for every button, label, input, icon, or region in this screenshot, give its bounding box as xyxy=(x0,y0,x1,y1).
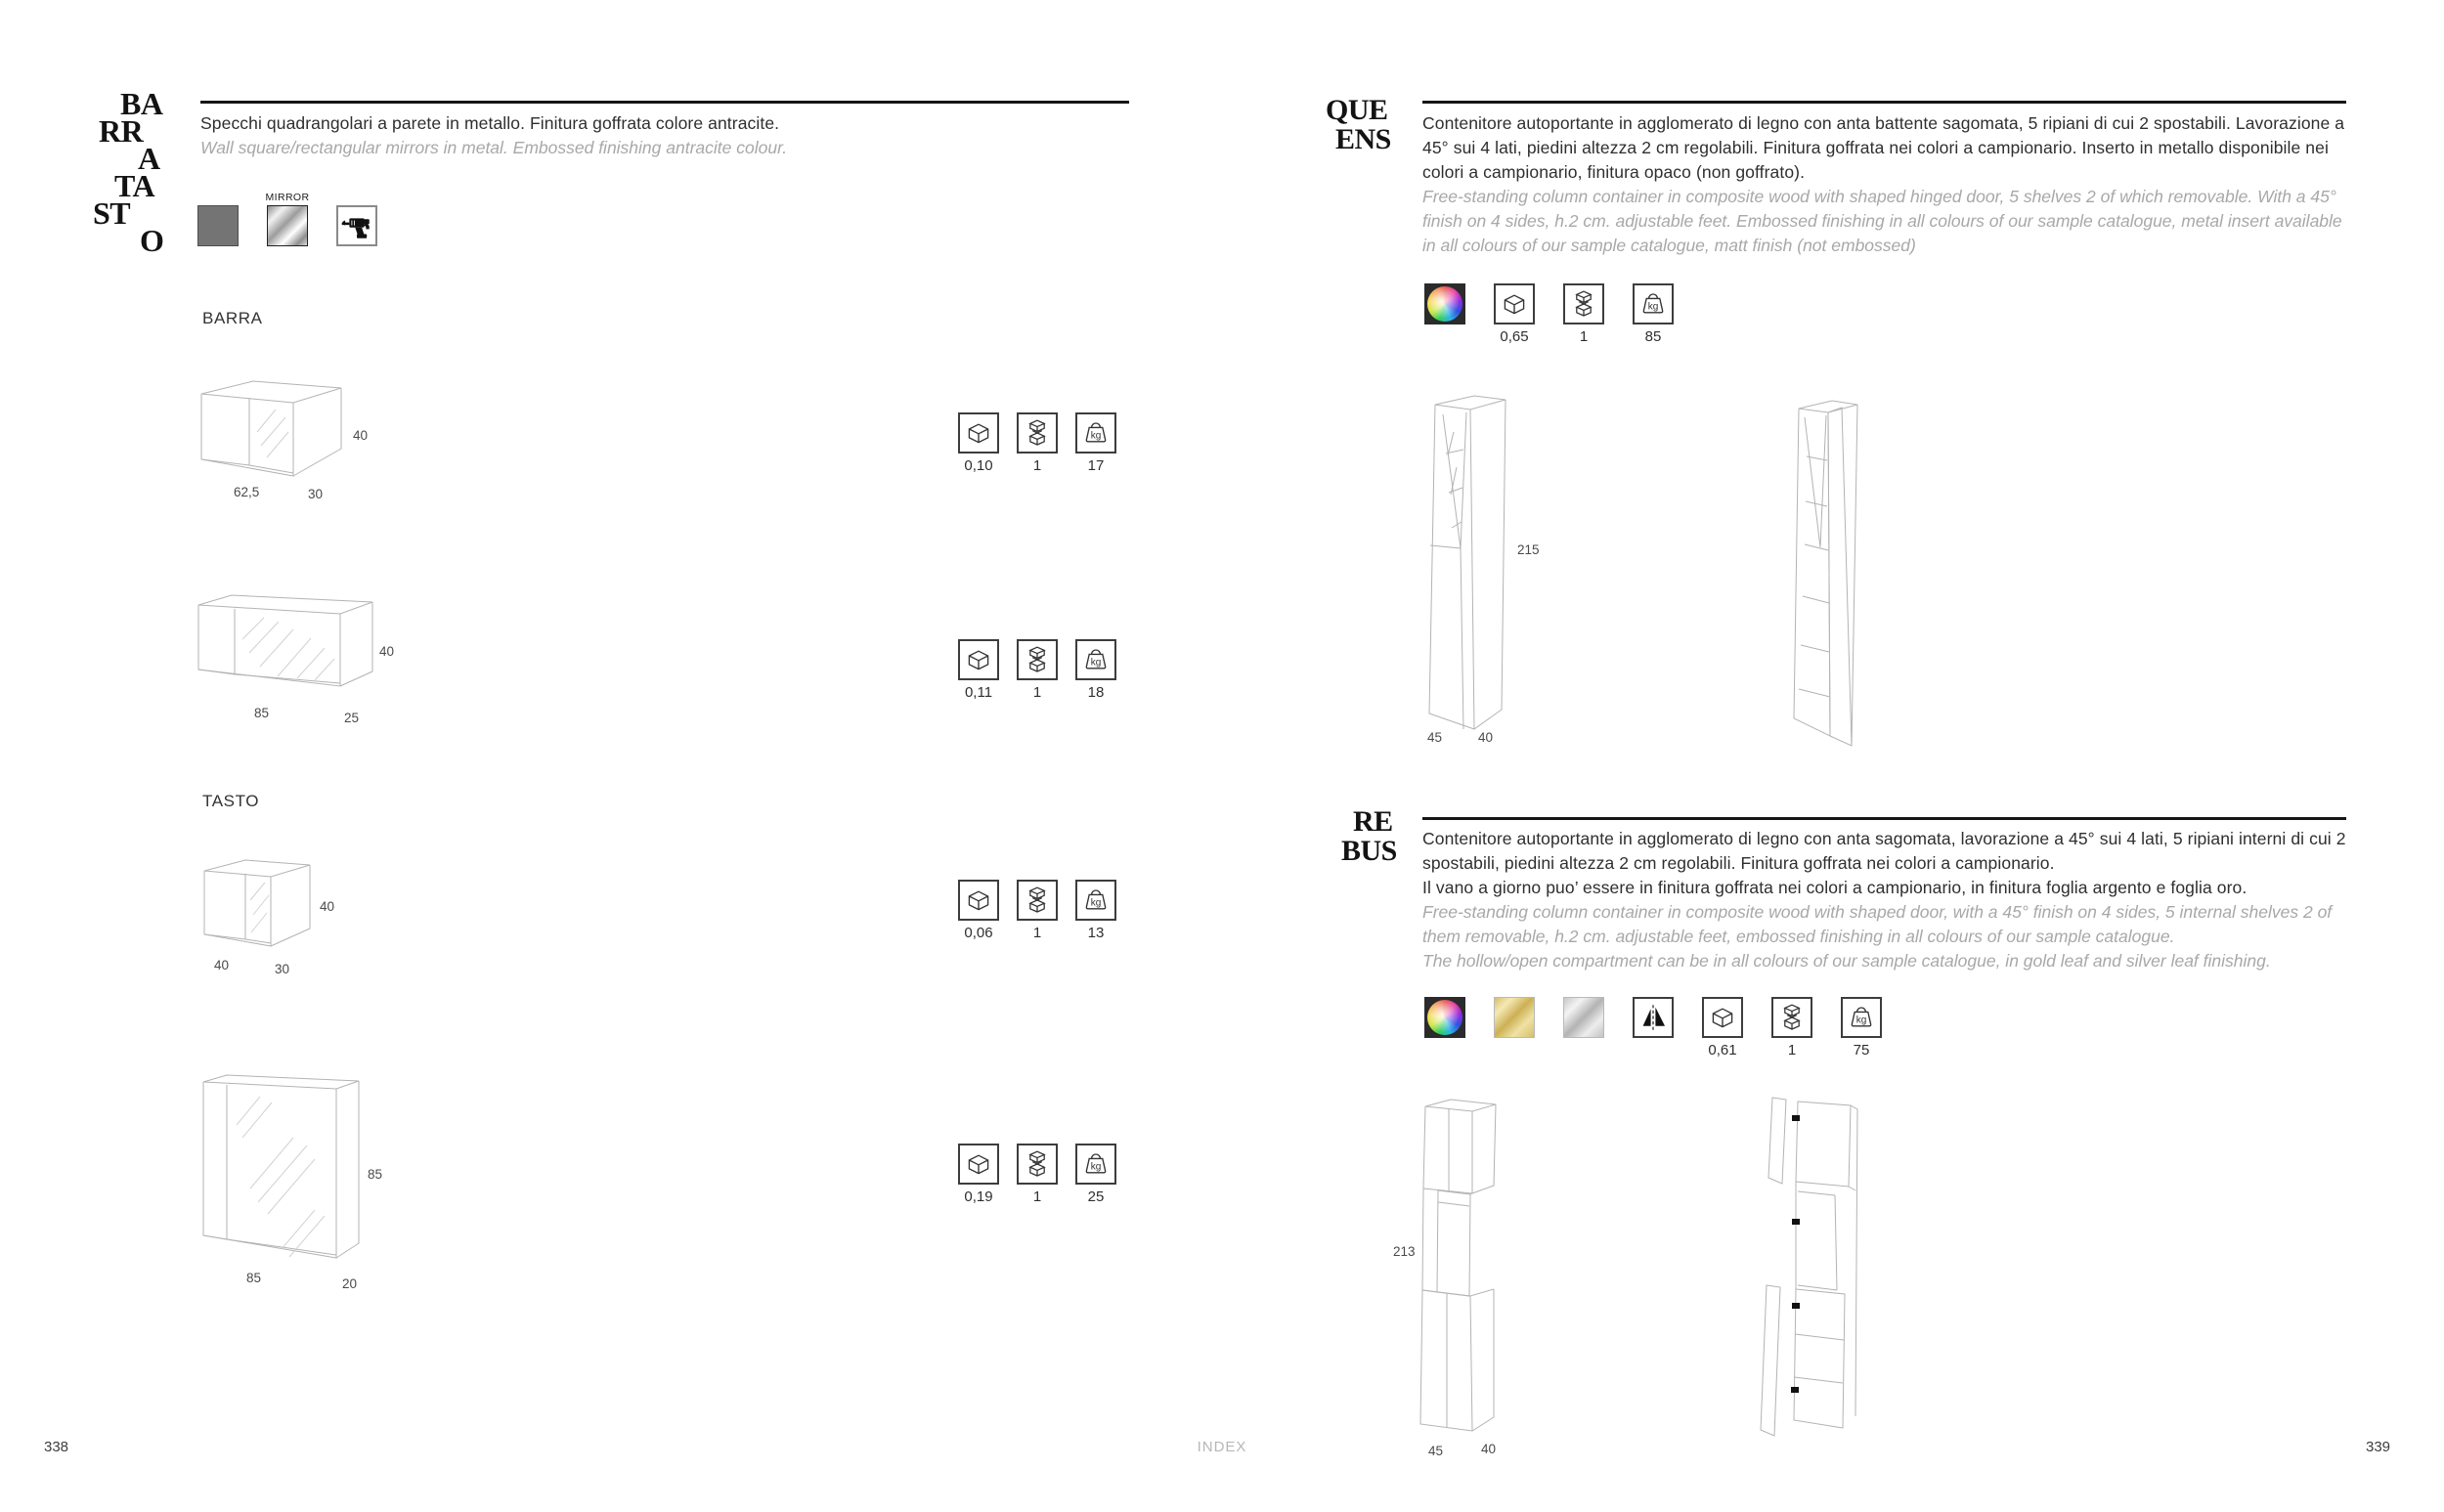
packages-icon xyxy=(1017,412,1058,454)
specs-rebus xyxy=(1424,997,1882,1058)
volume-icon xyxy=(958,880,999,921)
dim-width: 45 xyxy=(1428,1444,1444,1458)
queens-open-drawing xyxy=(1787,396,1877,757)
description-italian: Contenitore autoportante in agglomerato di legno con anta battente sagomata, 5 ripiani di cui 2 spostabili. Lavorazione a 45° sui 4 lati, piedini altezza 2 cm regolabili. Finitura goffrata nei colori a campionario. Inserto in metallo disponibile nei colori a campionario, finitura opaco (non goffrato). xyxy=(1422,113,2345,182)
specs-queens xyxy=(1424,283,1674,345)
drill-icon xyxy=(336,205,377,246)
mirror-swatch xyxy=(265,192,310,246)
kg-label: kg xyxy=(1090,657,1102,669)
header-rule-queens xyxy=(1422,101,2346,104)
logo-line: ENS xyxy=(1335,123,1391,155)
volume-icon xyxy=(958,1144,999,1185)
volume-value: 0,65 xyxy=(1500,328,1529,345)
silver-leaf-swatch xyxy=(1563,997,1604,1038)
specs-barra-1 xyxy=(958,412,1116,474)
specs-tasto-1 xyxy=(958,880,1116,941)
dim-depth: 30 xyxy=(308,487,324,501)
volume-value: 0,19 xyxy=(964,1188,993,1205)
description-italian-2: Il vano a giorno puo’ essere in finitura goffrata nei colori a campionario, in finitura foglia argento e foglia oro. xyxy=(1422,878,2248,897)
dim-depth: 25 xyxy=(344,711,360,725)
kg-label: kg xyxy=(1855,1015,1867,1026)
logo-line: BA xyxy=(120,86,163,121)
packages-value: 1 xyxy=(1032,684,1042,701)
dim-height: 40 xyxy=(379,644,395,659)
kg-label: kg xyxy=(1647,301,1659,313)
packages-value: 1 xyxy=(1032,1188,1042,1205)
dim-height: 40 xyxy=(353,428,369,443)
header-rule-rebus xyxy=(1422,817,2346,820)
packages-icon xyxy=(1017,1144,1058,1185)
weight-icon xyxy=(1075,1144,1116,1185)
dim-width: 62,5 xyxy=(234,485,260,499)
weight-value: 13 xyxy=(1087,925,1105,941)
weight-value: 18 xyxy=(1087,684,1105,701)
weight-value: 85 xyxy=(1644,328,1662,345)
barra-tasto-logo xyxy=(93,86,164,258)
volume-icon xyxy=(958,412,999,454)
rebus-closed-drawing xyxy=(1418,1095,1501,1439)
description-english: Free-standing column container in composite wood with shaped door, with a 45° finish on 4 sides, 5 internal shelves 2 of them removable, h.2 cm. adjustable feet, embossed finishing in all colours of our sample catalogue. xyxy=(1422,902,2333,946)
rebus-open-drawing xyxy=(1757,1094,1862,1447)
weight-icon xyxy=(1633,283,1674,324)
packages-icon xyxy=(1017,880,1058,921)
weight-icon xyxy=(1075,639,1116,680)
volume-value: 0,10 xyxy=(964,457,993,474)
packages-value: 1 xyxy=(1579,328,1589,345)
logo-line: TA xyxy=(114,168,155,203)
header-rule-left xyxy=(200,101,1129,104)
kg-label: kg xyxy=(1090,430,1102,442)
weight-value: 17 xyxy=(1087,457,1105,474)
description-english: Free-standing column container in composite wood with shaped hinged door, 5 shelves 2 of which removable. With a 45° finish on 4 sides, h.2 cm. adjustable feet. Embossed finishing in all colours of our sample catalogue, metal insert available in all colours of our sample catalogue, matt finish (not embossed) xyxy=(1422,187,2342,255)
description-english: Wall square/rectangular mirrors in metal. Embossed finishing antracite colour. xyxy=(200,138,788,157)
specs-tasto-2 xyxy=(958,1144,1116,1205)
dim-depth: 20 xyxy=(342,1276,358,1291)
page-number-right: 339 xyxy=(2366,1439,2391,1455)
packages-value: 1 xyxy=(1032,457,1042,474)
finish-swatches xyxy=(197,192,377,246)
kg-label: kg xyxy=(1090,1161,1102,1173)
logo-line: RR xyxy=(99,113,144,149)
logo-line: O xyxy=(140,223,164,258)
colour-range-swatch xyxy=(1424,997,1465,1038)
queens-description xyxy=(1422,111,2359,258)
rebus-description xyxy=(1422,827,2359,973)
queens-logo xyxy=(1326,96,1391,154)
description-italian: Specchi quadrangolari a parete in metallo. Finitura goffrata colore antracite. xyxy=(200,113,780,133)
volume-value: 0,11 xyxy=(964,684,993,701)
logo-line: ST xyxy=(93,195,131,231)
packages-icon xyxy=(1563,283,1604,324)
reversible-icon xyxy=(1633,997,1674,1038)
rebus-logo xyxy=(1341,807,1397,866)
weight-value: 25 xyxy=(1087,1188,1105,1205)
logo-line: A xyxy=(138,141,160,176)
barra-tasto-description xyxy=(200,111,1139,160)
queens-closed-drawing xyxy=(1419,391,1517,745)
page-number-left: 338 xyxy=(44,1439,69,1455)
packages-value: 1 xyxy=(1032,925,1042,941)
mirror-swatch-label: MIRROR xyxy=(265,192,310,203)
dim-width: 45 xyxy=(1427,730,1443,745)
dim-height: 40 xyxy=(320,899,335,914)
section-title-tasto: TASTO xyxy=(202,792,260,810)
dim-width: 40 xyxy=(214,958,230,972)
rebus-drawings xyxy=(1393,1080,1999,1456)
logo-line: BUS xyxy=(1341,835,1397,867)
dim-depth: 30 xyxy=(275,962,290,976)
weight-value: 75 xyxy=(1853,1042,1870,1058)
dim-width: 85 xyxy=(246,1271,262,1285)
packages-icon xyxy=(1017,639,1058,680)
volume-icon xyxy=(1702,997,1743,1038)
colour-range-swatch xyxy=(1424,283,1465,324)
weight-icon xyxy=(1075,880,1116,921)
packages-value: 1 xyxy=(1787,1042,1797,1058)
antracite-swatch xyxy=(197,205,239,246)
queens-drawings xyxy=(1408,386,1955,767)
dim-depth: 40 xyxy=(1481,1442,1497,1456)
volume-value: 0,06 xyxy=(964,925,993,941)
volume-icon xyxy=(958,639,999,680)
volume-icon xyxy=(1494,283,1535,324)
volume-value: 0,61 xyxy=(1708,1042,1737,1058)
description-italian: Contenitore autoportante in agglomerato di legno con anta sagomata, lavorazione a 45° sui 4 lati, 5 ripiani interni di cui 2 spostabili, piedini altezza 2 cm regolabili. Finitura goffrata nei colori a campionario. xyxy=(1422,829,2346,873)
logo-line: RE xyxy=(1353,805,1393,838)
gold-leaf-swatch xyxy=(1494,997,1535,1038)
product-drawing-barra-2 xyxy=(196,592,616,729)
dim-height: 85 xyxy=(368,1167,383,1182)
product-drawing-barra-1 xyxy=(198,377,619,509)
dim-height: 213 xyxy=(1393,1244,1416,1259)
index-link[interactable]: INDEX xyxy=(1197,1439,1247,1455)
weight-icon xyxy=(1841,997,1882,1038)
packages-icon xyxy=(1771,997,1812,1038)
product-drawing-tasto-1 xyxy=(200,856,621,983)
logo-line: QUE xyxy=(1326,94,1388,126)
description-english-2: The hollow/open compartment can be in all colours of our sample catalogue, in gold leaf and silver leaf finishing. xyxy=(1422,951,2271,971)
product-drawing-tasto-2 xyxy=(199,1071,620,1296)
dim-height: 215 xyxy=(1517,542,1540,557)
dim-depth: 40 xyxy=(1478,730,1494,745)
kg-label: kg xyxy=(1090,897,1102,909)
dim-width: 85 xyxy=(254,706,270,720)
section-title-barra: BARRA xyxy=(202,309,263,327)
specs-barra-2 xyxy=(958,639,1116,701)
weight-icon xyxy=(1075,412,1116,454)
